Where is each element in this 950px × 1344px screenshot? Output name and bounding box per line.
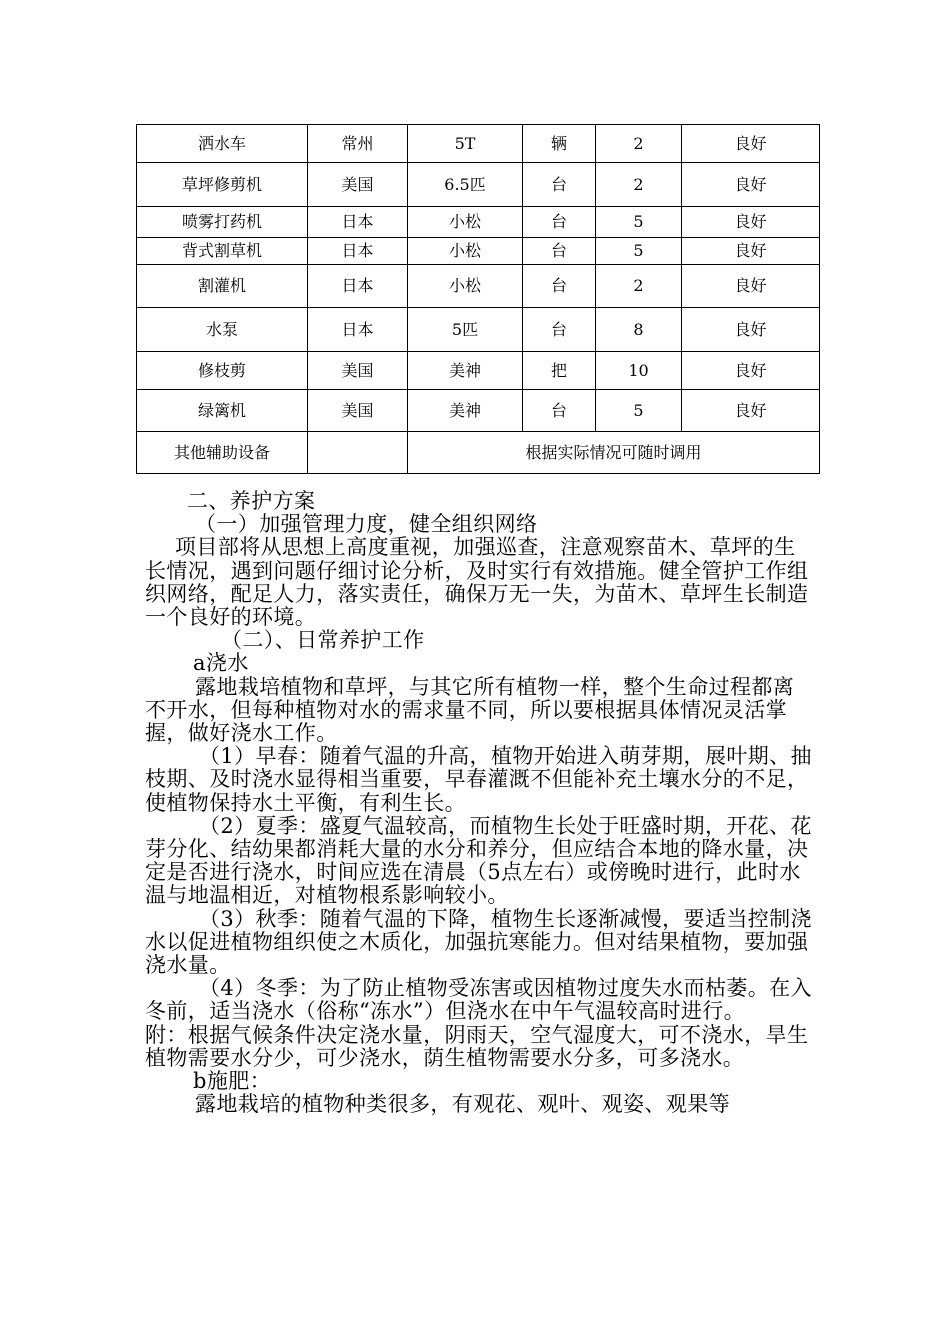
paragraph: 项目部将从思想上高度重视，加强巡查，注意观察苗木、草坪的生长情况，遇到问题仔细讨论分析，及时实行有效措施。健全管护工作组织网络，配足人力，落实责任，确保万无一失，为苗木、草坪生长制造一个良好的环境。 [145, 535, 809, 630]
subsection-title-1: （一）加强管理力度，健全组织网络 [195, 512, 538, 537]
cell-origin: 美国 [308, 352, 408, 390]
cell-qty: 5 [596, 207, 682, 238]
cell-unit: 辆 [523, 125, 596, 163]
table-row [137, 125, 820, 163]
table-row [137, 207, 820, 238]
cell-origin: 日本 [308, 308, 408, 352]
cell-qty: 10 [596, 352, 682, 390]
cell-unit: 台 [523, 163, 596, 207]
cell-spec: 6.5匹 [408, 163, 523, 207]
cell-spec: 5匹 [408, 308, 523, 352]
cell-status: 良好 [682, 125, 820, 163]
cell-spec: 小松 [408, 265, 523, 308]
table-row [137, 390, 820, 432]
cell-name: 草坪修剪机 [137, 163, 308, 207]
table-row [137, 265, 820, 308]
cell-spec: 美神 [408, 390, 523, 432]
cell-status: 良好 [682, 163, 820, 207]
cell-name: 喷雾打药机 [137, 207, 308, 238]
item-b-title: b施肥： [193, 1069, 272, 1094]
paragraph-spring: （1）早春：随着气温的升高，植物开始进入萌芽期，展叶期、抽枝期、及时浇水显得相当重要，早春灌溉不但能补充土壤水分的不足，使植物保持水土平衡，有利生长。 [145, 744, 812, 815]
cell-spec: 美神 [408, 352, 523, 390]
cell-status: 良好 [682, 238, 820, 265]
cell-qty: 2 [596, 125, 682, 163]
cell-spec: 小松 [408, 207, 523, 238]
cell-status: 良好 [682, 207, 820, 238]
cell-name: 背式割草机 [137, 238, 308, 265]
cell-qty: 8 [596, 308, 682, 352]
cell-origin: 常州 [308, 125, 408, 163]
table-row [137, 308, 820, 352]
cell-origin [308, 432, 408, 474]
cell-status: 良好 [682, 390, 820, 432]
equipment-table-body [137, 125, 820, 474]
cell-qty: 2 [596, 265, 682, 308]
cell-origin: 日本 [308, 207, 408, 238]
cell-name: 水泵 [137, 308, 308, 352]
cell-unit: 台 [523, 238, 596, 265]
paragraph-autumn: （3）秋季：随着气温的下降，植物生长逐渐减慢，要适当控制浇水以促进植物组织使之木质化，加强抗寒能力。但对结果植物，要加强浇水量。 [145, 906, 812, 978]
cell-name: 洒水车 [137, 125, 308, 163]
cell-name: 绿篱机 [137, 390, 308, 432]
subsection-title-2: （二）、日常养护工作 [221, 628, 425, 653]
table-row [137, 352, 820, 390]
table-row-other-equipment [137, 432, 820, 474]
cell-qty: 2 [596, 163, 682, 207]
maintenance-plan-text [145, 490, 815, 1116]
table-row [137, 163, 820, 207]
cell-unit: 台 [523, 308, 596, 352]
cell-status: 良好 [682, 308, 820, 352]
paragraph: 露地栽培植物和草坪，与其它所有植物一样，整个生命过程都离不开水，但每种植物对水的需求量不同，所以要根据具体情况灵活掌握，做好浇水工作。 [145, 674, 795, 746]
cell-qty: 5 [596, 238, 682, 265]
cell-unit: 台 [523, 390, 596, 432]
cell-unit: 台 [523, 207, 596, 238]
cell-spec: 5T [408, 125, 523, 163]
note-paragraph: 附：根据气候条件决定浇水量，阴雨天，空气湿度大，可不浇水，旱生植物需要水分少，可少浇水，荫生植物需要水分多，可多浇水。 [145, 1022, 809, 1070]
cell-spec: 小松 [408, 238, 523, 265]
cell-status: 良好 [682, 265, 820, 308]
cell-origin: 日本 [308, 238, 408, 265]
cell-unit: 台 [523, 265, 596, 308]
cell-unit: 把 [523, 352, 596, 390]
table-row [137, 238, 820, 265]
paragraph: 露地栽培的植物种类很多，有观花、观叶、观姿、观果等 [195, 1092, 730, 1117]
section-title: 二、养护方案 [187, 489, 316, 513]
cell-name: 其他辅助设备 [137, 432, 308, 474]
cell-status: 良好 [682, 352, 820, 390]
cell-name: 修枝剪 [137, 352, 308, 390]
equipment-table [136, 124, 820, 474]
item-a-title: a浇水 [193, 651, 249, 676]
cell-note: 根据实际情况可随时调用 [408, 432, 820, 474]
cell-origin: 美国 [308, 163, 408, 207]
cell-origin: 美国 [308, 390, 408, 432]
paragraph-summer: （2）夏季：盛夏气温较高，而植物生长处于旺盛时期，开花、花芽分化、结幼果都消耗大量的水分和养分，但应结合本地的降水量，决定是否进行浇水，时间应选在清晨（5点左右）或傍晚时进行，此时水温与地温相近，对植物根系影响较小。 [145, 813, 812, 908]
paragraph-winter: （4）冬季：为了防止植物受冻害或因植物过度失水而枯萎。在入冬前，适当浇水（俗称“冻水”）但浇水在中午气温较高时进行。 [145, 976, 812, 1024]
cell-origin: 日本 [308, 265, 408, 308]
cell-name: 割灌机 [137, 265, 308, 308]
cell-qty: 5 [596, 390, 682, 432]
